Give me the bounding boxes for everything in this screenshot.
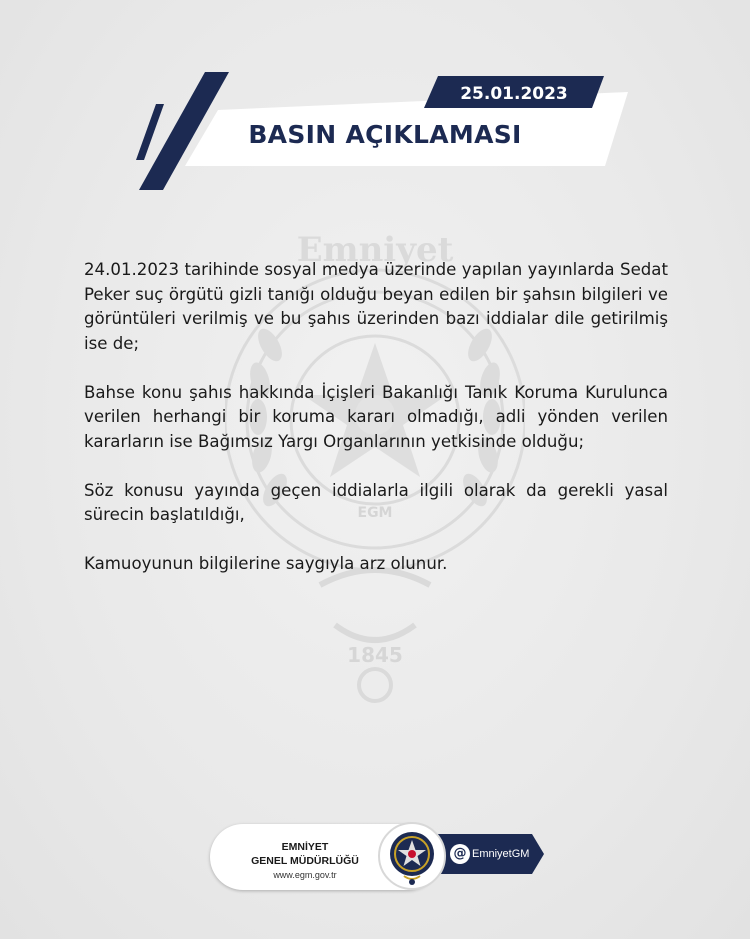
paragraph-3: Söz konusu yayında geçen iddialarla ilgili olarak da gerekli yasal sürecin başlatıldığı, bbox=[84, 480, 668, 524]
website-link[interactable]: www.egm.gov.tr bbox=[273, 870, 337, 880]
watermark-top-text: Emniyet bbox=[296, 230, 454, 270]
paragraph-1: 24.01.2023 tarihinde sosyal medya üzerinde yapılan yayınlarda Sedat Peker suç örgütü gizli tanığı olduğu beyan edilen bir şahsın bilgileri ve görüntüleri verilmiş ve bu şahıs üzerinden bazı iddialar dile getirilmiş ise de; bbox=[84, 260, 668, 353]
at-icon: @ bbox=[450, 844, 470, 864]
paragraph-4: Kamuoyunun bilgilerine saygıyla arz olunur. bbox=[84, 554, 448, 573]
press-release-body bbox=[84, 258, 668, 601]
header-banner bbox=[0, 0, 750, 200]
watermark-egm-text: EGM bbox=[357, 505, 393, 521]
press-release-date: 25.01.2023 bbox=[460, 84, 568, 104]
police-emblem-icon bbox=[378, 822, 446, 890]
social-handle-tab[interactable] bbox=[438, 834, 544, 874]
watermark-year: 1845 bbox=[347, 643, 403, 667]
footer bbox=[210, 820, 550, 895]
paragraph-2: Bahse konu şahıs hakkında İçişleri Bakanlığı Tanık Koruma Kurulunca verilen herhangi bir koruma kararı olmadığı, adli yönden verilen kararların ise Bağımsız Yargı Organlarının yetkisinde olduğu; bbox=[84, 382, 668, 451]
page-title: BASIN AÇIKLAMASI bbox=[248, 120, 522, 149]
org-name-line1: EMNİYET bbox=[281, 841, 329, 853]
org-name-line2: GENEL MÜDÜRLÜĞÜ bbox=[251, 855, 359, 867]
social-handle-text: EmniyetGM bbox=[472, 848, 530, 860]
